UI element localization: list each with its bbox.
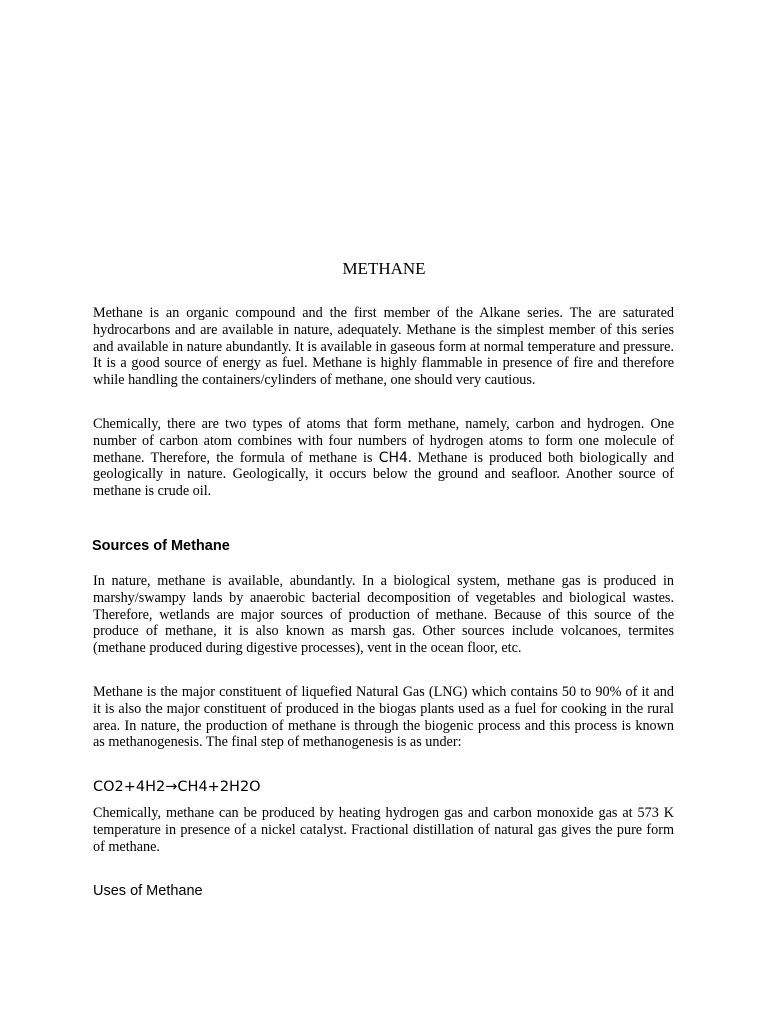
reaction-formula: CO2+4H2→CH4+2H2O	[93, 779, 261, 795]
uses-heading: Uses of Methane	[93, 883, 203, 899]
methane-formula-inline: CH4	[378, 449, 408, 466]
sources-heading: Sources of Methane	[92, 538, 230, 554]
intro-paragraph: Methane is an organic compound and the first member of the Alkane series. The are saturated hydrocarbons and are available in nature, adequately. Methane is the simplest member of this series and available in nature abundantly. It is available in gaseous form at normal temperature and pressure. It is a good source of energy as fuel. Methane is highly flammable in presence of fire and therefore while handling the containers/cylinders of methane, one should very cautious.	[93, 305, 674, 389]
page-title: METHANE	[342, 259, 426, 278]
sources-paragraph-lng: Methane is the major constituent of liquefied Natural Gas (LNG) which contains 50 to 90% of it and it is also the major constituent of produced in the biogas plants used as a fuel for cooking in the rural area. In nature, the production of methane is through the biogenic process and this process is known as methanogenesis. The final step of methanogenesis is as under:	[93, 684, 674, 751]
sources-paragraph-natural: In nature, methane is available, abundantly. In a biological system, methane gas is produced in marshy/swampy lands by anaerobic bacterial decomposition of vegetables and biological wastes. Therefore, wetlands are major sources of production of methane. Because of this source of the produce of methane, it is also known as marsh gas. Other sources include volcanoes, termites (methane produced during digestive processes), vent in the ocean floor, etc.	[93, 573, 674, 657]
composition-text-before: Chemically, there are two types of atoms that form methane, namely, carbon and hydrogen. One number of carbon atom combines with four numbers of hydrogen atoms to form one molecule of methane. Therefore, the formula of methane is	[93, 416, 674, 466]
composition-text-after: . Methane is produced both biologically and geologically in nature. Geologically, it occurs below the ground and seafloor. Another source of methane is crude oil.	[93, 449, 674, 500]
production-paragraph: Chemically, methane can be produced by heating hydrogen gas and carbon monoxide gas at 573 K temperature in presence of a nickel catalyst. Fractional distillation of natural gas gives the pure form of methane.	[93, 805, 674, 855]
composition-paragraph	[93, 416, 674, 500]
